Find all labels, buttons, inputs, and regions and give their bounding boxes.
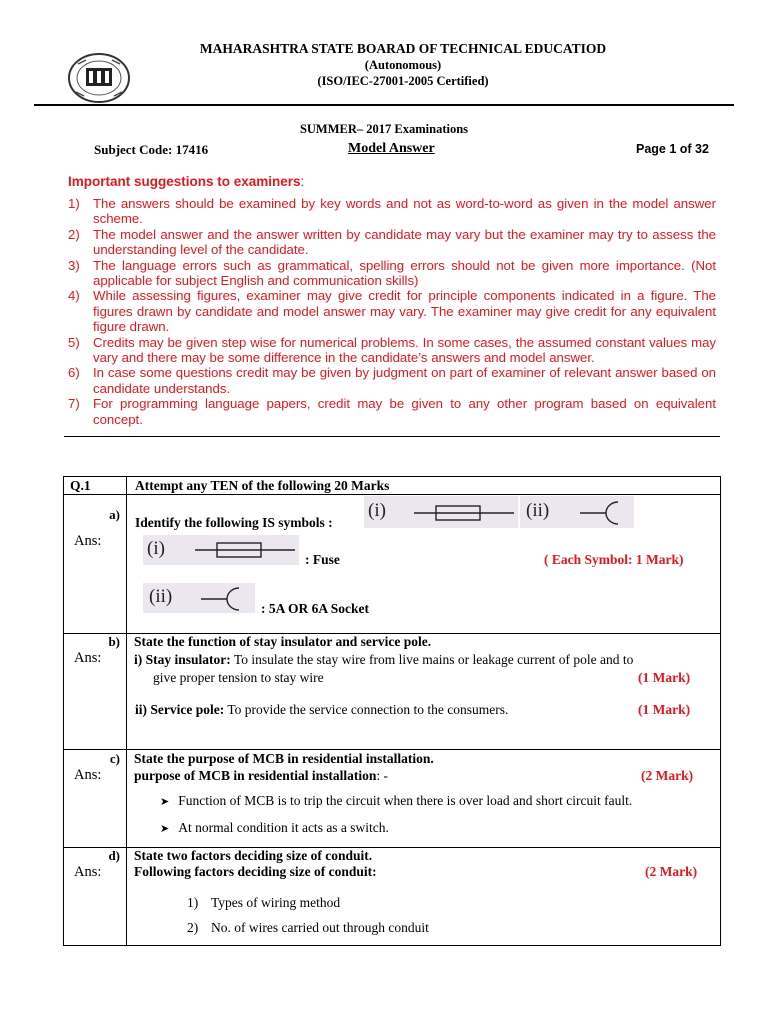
item-text: The answers should be examined by key words and not as word-to-word as given in the model answer scheme. [93,196,716,227]
part-c-question: State the purpose of MCB in residential installation. [134,751,434,766]
suggestions-title [68,174,304,189]
item-number: 2) [187,920,199,935]
list-item [68,335,716,366]
part-c-ans-label: Ans: [74,767,102,783]
item-text: No. of wires carried out through conduit [211,920,429,935]
list-item [68,258,716,289]
service-pole-text: To provide the service connection to the consumers. [224,702,509,717]
fuse-answer: : Fuse [305,552,340,567]
exam-title: SUMMER– 2017 Examinations [299,122,469,136]
question-table [63,476,721,946]
list-item [68,227,716,258]
autonomous-text: (Autonomous) [364,58,442,72]
service-pole-answer [135,702,508,718]
list-item [187,920,429,936]
mcb-mark: (2 Mark) [641,768,694,783]
socket-symbol-image [143,583,255,613]
part-a-question: Identify the following IS symbols : [135,515,333,530]
item-number: 3) [68,257,80,273]
suggestions-title-text: Important suggestions to examiners [68,174,301,189]
item-number: 6) [68,365,80,381]
mcb-title-suffix: : - [376,768,389,783]
question-number: Q.1 [70,478,91,493]
list-item [68,396,716,427]
board-name: MAHARASHTRA STATE BOARAD OF TECHNICAL EDUCATIOD [199,41,607,56]
symbol-label: (ii) [526,500,550,521]
socket-icon [201,586,251,612]
fuse-mark: ( Each Symbol: 1 Mark) [544,552,684,567]
section-divider [64,436,720,437]
item-number: 2) [68,226,80,242]
socket-symbol-image [520,496,634,528]
item-number: 4) [68,288,80,304]
arrow-bullet-icon: ➤ [160,823,170,835]
stay-insulator-mark: (1 Mark) [638,670,691,685]
item-text: In case some questions credit may be given by judgment on part of examiner of relevant answer based on candidate understands. [93,365,716,396]
symbol-label: (ii) [149,586,173,607]
fuse-icon [414,504,514,522]
list-item [160,793,632,809]
part-d-question: State two factors deciding size of conduit. [134,848,373,863]
list-item [68,288,716,334]
arrow-bullet-icon: ➤ [160,796,170,808]
stay-insulator-title: i) Stay insulator: [134,652,231,667]
conduit-mark: (2 Mark) [645,864,698,879]
part-c-label: c) [109,751,120,766]
row-divider [64,494,720,495]
certification-text: (ISO/IEC-27001-2005 Certified) [317,74,489,88]
part-b-question: State the function of stay insulator and service pole. [134,634,432,649]
stay-insulator-continuation: give proper tension to stay wire [153,670,324,685]
column-divider [126,477,127,945]
stay-insulator-text: To insulate the stay wire from live mains or leakage current of pole and to [230,652,634,667]
part-a-label: a) [109,507,120,522]
item-text: While assessing figures, examiner may give credit for principle components indicated in a figure. The figures drawn by candidate and model answer may vary. The examiner may give credit for any equivalent figure drawn. [93,288,716,335]
fuse-icon [195,541,295,559]
item-text: The model answer and the answer written by candidate may vary but the examiner may try to assess the understanding level of the candidate. [93,226,716,258]
fuse-symbol-image [143,535,299,565]
item-number: 1) [187,895,199,910]
item-text: Credits may be given step wise for numerical problems. In some cases, the assumed constant values may vary and there may be some difference in the candidate’s answers and model answer. [93,334,716,366]
service-pole-title: ii) Service pole: [135,702,225,717]
part-b-ans-label: Ans: [74,650,102,666]
item-number: 5) [68,334,80,350]
item-number: 1) [68,196,80,211]
list-item [68,365,716,396]
list-item [68,196,716,227]
item-text: For programming language papers, credit may be given to any other program based on equivalent concept. [93,396,716,427]
suggestions-title-colon: : [300,174,305,189]
symbol-label: (i) [147,538,165,559]
subject-code: Subject Code: 17416 [94,142,209,157]
stay-insulator-answer [134,652,633,668]
list-item [187,895,340,911]
socket-answer: : 5A OR 6A Socket [261,601,369,616]
header-divider [34,104,734,106]
item-text: Types of wiring method [211,895,341,910]
fuse-symbol-image [364,496,518,528]
page-number: Page 1 of 32 [636,142,709,156]
list-item [160,820,389,836]
row-divider [64,749,720,750]
part-b-label: b) [108,634,120,649]
part-a-ans-label: Ans: [74,533,102,549]
socket-icon [580,500,630,526]
mcb-answer-title [134,768,388,784]
bullet-text: At normal condition it acts as a switch. [178,820,389,835]
service-pole-mark: (1 Mark) [638,702,691,717]
part-d-ans-label: Ans: [74,864,102,880]
item-text: The language errors such as grammatical, spelling errors should not be given more importance. (Not applicable for subject English and communication skills) [93,257,716,289]
symbol-label: (i) [368,500,386,521]
question-heading: Attempt any TEN of the following 20 Marks [135,478,390,493]
mcb-title-text: purpose of MCB in residential installation [134,768,377,783]
item-number: 7) [68,396,80,412]
bullet-text: Function of MCB is to trip the circuit when there is over load and short circuit fault. [178,793,633,808]
model-answer-title: Model Answer [348,141,435,156]
conduit-answer-title: Following factors deciding size of conduit: [134,864,377,879]
part-d-label: d) [108,848,120,863]
suggestions-list [68,196,716,427]
